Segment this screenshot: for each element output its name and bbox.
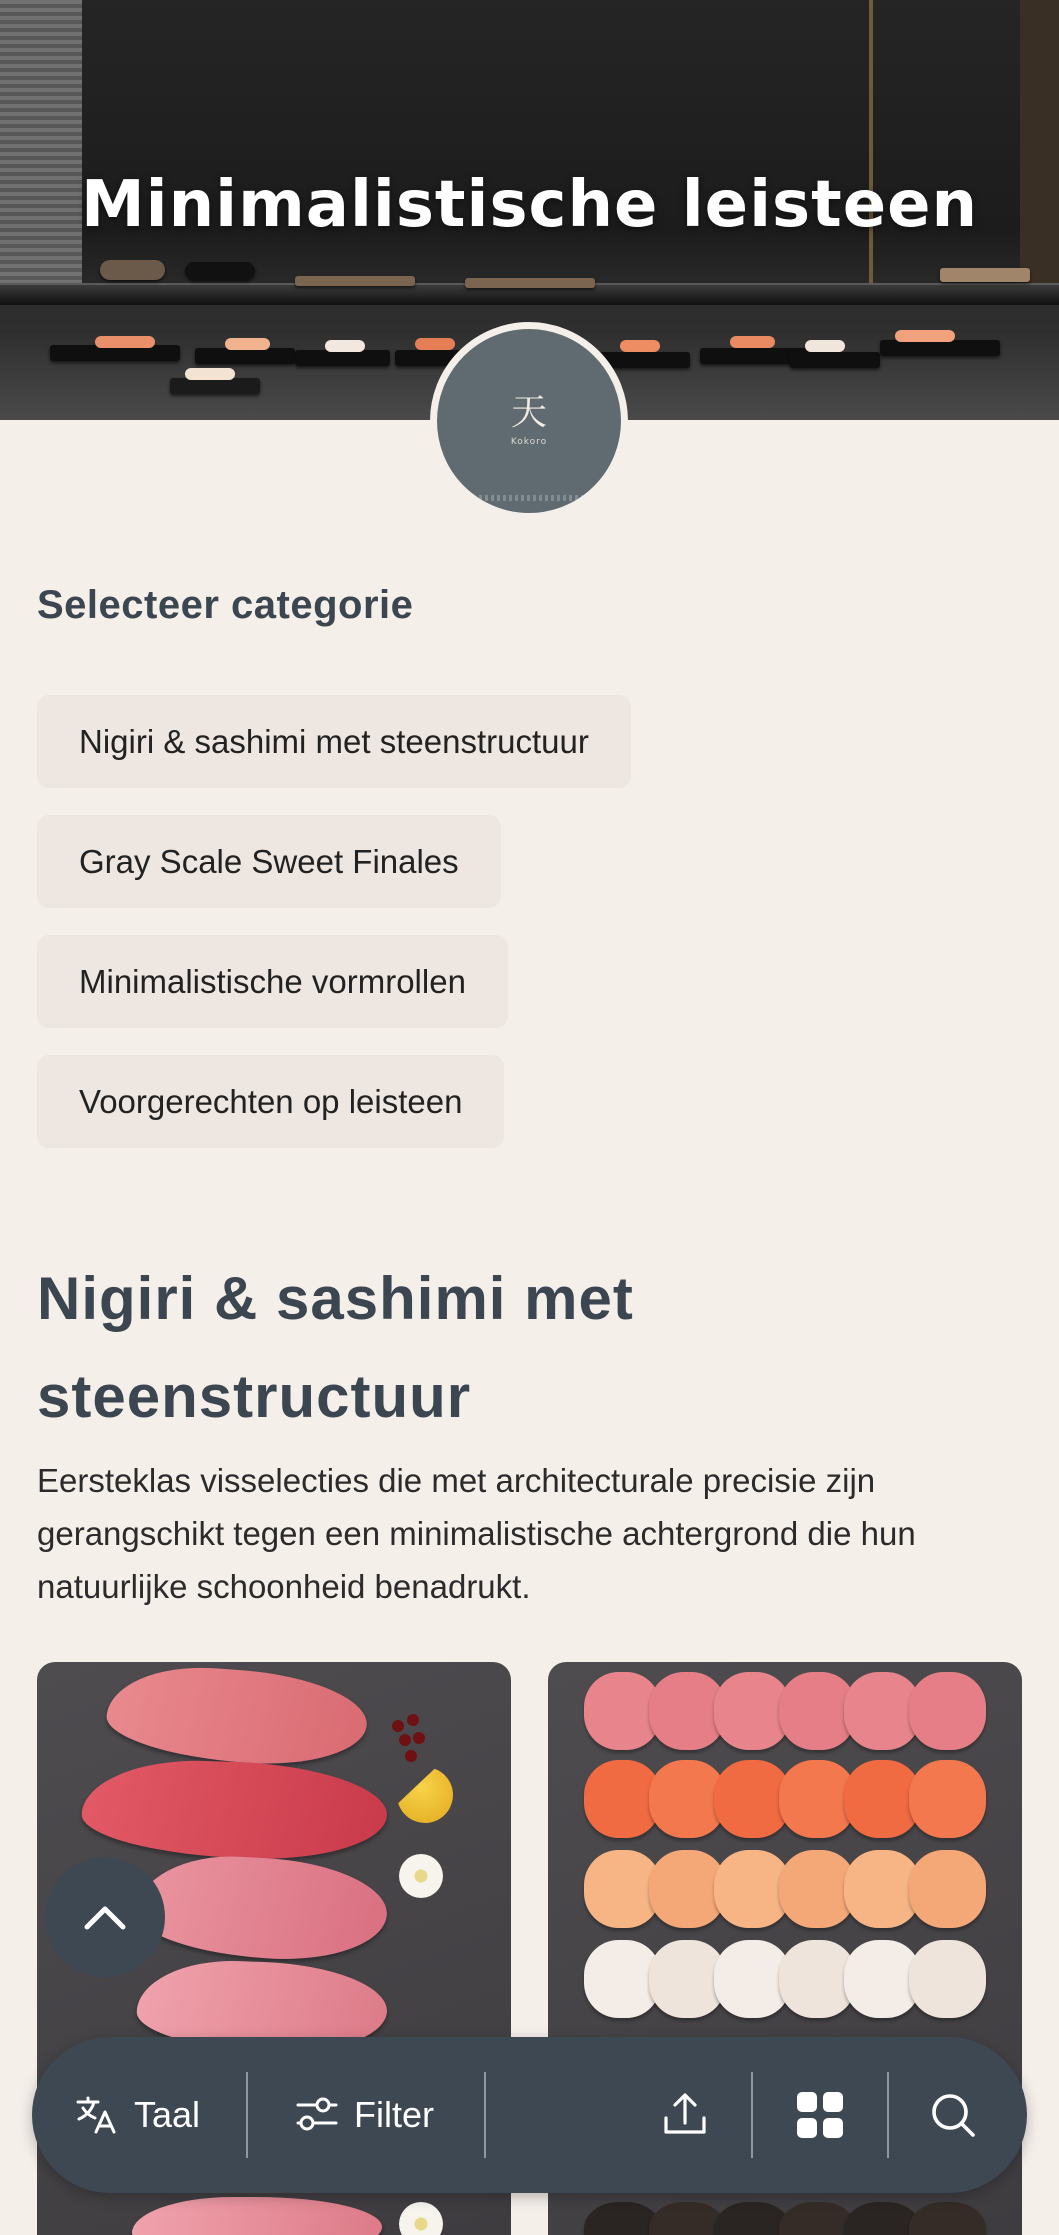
chevron-up-icon [81, 1893, 129, 1941]
logo-kanji: 天 [510, 392, 547, 433]
restaurant-logo[interactable] [430, 322, 628, 520]
language-button[interactable] [32, 2037, 246, 2193]
hero-sushi [185, 368, 235, 380]
filter-label: Filter [354, 2094, 434, 2135]
hero-plate [170, 378, 260, 394]
hero-plate [600, 352, 690, 368]
toolbar-divider [484, 2072, 486, 2158]
bottom-toolbar [32, 2037, 1027, 2193]
sashimi-slice [104, 1662, 370, 1771]
category-heading: Selecteer categorie [37, 583, 414, 627]
hero-sushi [895, 330, 955, 342]
hero-sushi [225, 338, 270, 350]
nigiri-row-tuna [590, 1672, 980, 1750]
logo-brand: Kokoro [510, 437, 548, 447]
hero-bowl [100, 260, 165, 280]
sashimi-slice [80, 1757, 388, 1864]
category-chip-vormrollen[interactable]: Minimalistische vormrollen [37, 935, 508, 1028]
sashimi-slice [135, 1852, 390, 1965]
category-chip-voorgerechten[interactable]: Voorgerechten op leisteen [37, 1055, 504, 1148]
garnish-berry [413, 1732, 425, 1744]
hero-sushi [730, 336, 775, 348]
section-description: Eersteklas visselecties die met architecturale precisie zijn gerangschikt tegen een minimalistische achtergrond die hun natuurlijke schoonheid benadrukt. [37, 1462, 916, 1605]
grid-icon [795, 2090, 845, 2140]
category-chip-nigiri-sashimi[interactable]: Nigiri & sashimi met steenstructuur [37, 695, 631, 788]
translate-icon [74, 2092, 120, 2138]
garnish-berry [407, 1714, 419, 1726]
hero-sushi [415, 338, 455, 350]
hero-board [940, 268, 1030, 282]
garnish-berry [405, 1750, 417, 1762]
search-icon [928, 2090, 978, 2140]
share-button[interactable] [619, 2037, 751, 2193]
hero-bowl [185, 262, 255, 280]
language-label: Taal [134, 2094, 201, 2135]
hero-plate [880, 340, 1000, 356]
hero-board [465, 278, 595, 288]
garnish-flower [399, 1854, 443, 1898]
grid-view-button[interactable] [753, 2037, 887, 2193]
hero-plate [295, 350, 390, 366]
share-icon [660, 2090, 710, 2140]
logo-wave-pattern [437, 495, 621, 501]
nigiri-row-white-fish [590, 1940, 980, 2018]
filter-button[interactable] [248, 2037, 484, 2193]
garnish-flower [399, 2202, 443, 2235]
hero-sushi [325, 340, 365, 352]
hero-title: Minimalistische leisteen [80, 168, 979, 242]
hero-plate [790, 352, 880, 368]
sliders-icon [294, 2092, 340, 2138]
hero-sushi [805, 340, 845, 352]
hero-window-blinds [0, 0, 82, 300]
hero-wall [1020, 0, 1059, 300]
hero-plate [195, 348, 295, 364]
hero-sushi [620, 340, 660, 352]
garnish-berry [392, 1720, 404, 1732]
nigiri-row-light-salmon [590, 1850, 980, 1928]
category-chip-sweet-finales[interactable]: Gray Scale Sweet Finales [37, 815, 501, 908]
garnish-lemon [389, 1759, 461, 1831]
sashimi-slice [132, 2197, 382, 2235]
hero-board [295, 276, 415, 286]
garnish-berry [399, 1734, 411, 1746]
back-to-top-button[interactable] [45, 1857, 165, 1977]
search-button[interactable] [889, 2037, 1027, 2193]
section-title: Nigiri & sashimi met steenstructuur [37, 1265, 634, 1430]
hero-sushi [95, 336, 155, 348]
hero-pillar [869, 0, 873, 285]
nigiri-row-eel [590, 2202, 980, 2235]
nigiri-row-salmon [590, 1760, 980, 1838]
